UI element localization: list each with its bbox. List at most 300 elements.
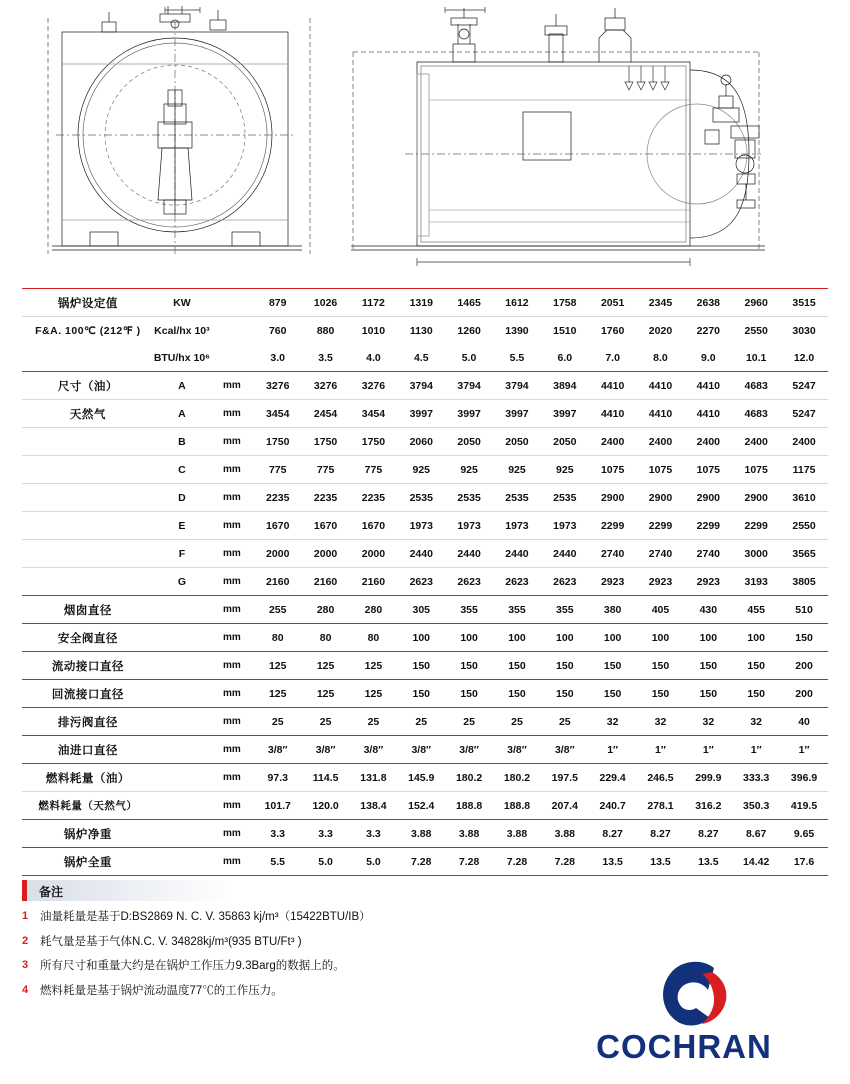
table-cell: 3805 [780, 568, 828, 596]
row-label [22, 428, 154, 456]
table-cell: 13.5 [637, 848, 685, 876]
table-cell: 2160 [350, 568, 398, 596]
table-row [22, 596, 828, 624]
table-cell: 2400 [589, 428, 637, 456]
row-letter: C [154, 456, 210, 484]
note-number: 3 [22, 959, 29, 972]
table-cell: 32 [637, 708, 685, 736]
table-cell: 25 [541, 708, 589, 736]
row-unit: mm [210, 596, 254, 624]
table-cell: 40 [780, 708, 828, 736]
row-label: 燃料耗量（天然气） [22, 792, 154, 820]
table-cell: 2299 [732, 512, 780, 540]
table-row [22, 652, 828, 680]
table-cell: 200 [780, 680, 828, 708]
table-cell: 2440 [397, 540, 445, 568]
table-cell: 80 [302, 624, 350, 652]
table-cell: 2740 [589, 540, 637, 568]
table-cell: 2160 [302, 568, 350, 596]
table-cell: 1075 [589, 456, 637, 484]
row-unit: mm [210, 764, 254, 792]
table-cell: 25 [302, 708, 350, 736]
row-letter: F [154, 540, 210, 568]
row-unit: mm [210, 708, 254, 736]
table-cell: 2960 [732, 289, 780, 317]
table-cell: 4.5 [413, 351, 429, 364]
table-cell: 32 [732, 708, 780, 736]
row-letter: D [154, 484, 210, 512]
table-cell: 150 [493, 680, 541, 708]
row-unit: mm [210, 568, 254, 596]
row-label: 尺寸（油） [22, 372, 154, 400]
cochran-wordmark: COCHRAN [596, 1028, 772, 1065]
table-cell: 2299 [684, 512, 732, 540]
row-letter: B [154, 428, 210, 456]
table-cell: 5.5 [254, 848, 302, 876]
table-cell: 333.3 [732, 764, 780, 792]
table-cell: 2535 [397, 484, 445, 512]
row-label: 锅炉全重 [22, 848, 154, 876]
note-number: 4 [22, 983, 29, 996]
table-cell: 2400 [637, 428, 685, 456]
table-cell: 32 [684, 708, 732, 736]
note-text: 所有尺寸和重量大约是在锅炉工作压力9.3Barg的数据上的。 [40, 960, 345, 973]
table-cell: 240.7 [589, 792, 637, 820]
table-cell: 3794 [397, 372, 445, 400]
table-cell: 1″ [732, 736, 780, 764]
table-cell: 5247 [780, 372, 828, 400]
row-unit [210, 289, 254, 317]
row-unit: mm [210, 540, 254, 568]
table-cell: 12.0 [793, 351, 815, 364]
table-cell: 2535 [493, 484, 541, 512]
table-cell: 5.0 [461, 351, 477, 364]
table-cell: 350.3 [732, 792, 780, 820]
table-cell: 880 [302, 317, 350, 345]
table-cell: 2000 [350, 540, 398, 568]
row-unit: mm [210, 456, 254, 484]
table-cell: 25 [445, 708, 493, 736]
notes-title-text: 备注 [39, 885, 64, 899]
table-cell: 188.8 [493, 792, 541, 820]
table-cell: 2440 [541, 540, 589, 568]
table-cell: 3.3 [350, 820, 398, 848]
row-unit: mm [210, 792, 254, 820]
table-cell: 8.0 [653, 351, 668, 364]
specification-table [22, 288, 828, 876]
table-cell: 2923 [684, 568, 732, 596]
table-cell: 2535 [541, 484, 589, 512]
table-row [22, 624, 828, 652]
table-cell: 1390 [493, 317, 541, 345]
row-letter [154, 708, 210, 736]
row-letter [154, 624, 210, 652]
table-cell: 150 [445, 652, 493, 680]
table-cell: 4410 [589, 400, 637, 428]
table-cell: 100 [684, 624, 732, 652]
row-label [22, 484, 154, 512]
table-row [22, 289, 828, 317]
table-cell: 510 [780, 596, 828, 624]
row-unit: mm [210, 736, 254, 764]
table-row [22, 820, 828, 848]
table-cell: 760 [254, 317, 302, 345]
table-cell: 150 [637, 680, 685, 708]
table-cell: 2900 [732, 484, 780, 512]
table-cell: 3515 [780, 289, 828, 317]
table-cell: 131.8 [350, 764, 398, 792]
table-cell: 25 [254, 708, 302, 736]
table-cell: 229.4 [589, 764, 637, 792]
table-cell: 2235 [254, 484, 302, 512]
table-cell: 125 [350, 652, 398, 680]
table-cell: 14.42 [732, 848, 780, 876]
table-cell: 2740 [684, 540, 732, 568]
table-cell: 150 [397, 680, 445, 708]
table-cell: 2740 [637, 540, 685, 568]
table-cell: 80 [350, 624, 398, 652]
row-label [22, 456, 154, 484]
row-letter: Kcal/hx 10³ [154, 317, 210, 345]
table-cell: 1010 [350, 317, 398, 345]
table-cell: 8.67 [732, 820, 780, 848]
table-cell: 3276 [350, 372, 398, 400]
table-cell: 1172 [350, 289, 398, 317]
table-cell: 1″ [780, 736, 828, 764]
table-cell: 1319 [397, 289, 445, 317]
table-cell: 1750 [254, 428, 302, 456]
row-label: 油进口直径 [22, 736, 154, 764]
table-cell: 3.3 [302, 820, 350, 848]
row-label: 安全阀直径 [22, 624, 154, 652]
table-cell: 17.6 [780, 848, 828, 876]
table-cell: 4683 [732, 400, 780, 428]
table-cell: 2345 [637, 289, 685, 317]
table-cell: 8.27 [589, 820, 637, 848]
table-cell: 1750 [302, 428, 350, 456]
row-letter: KW [154, 289, 210, 317]
table-cell: 150 [541, 680, 589, 708]
table-cell: 100 [397, 624, 445, 652]
table-row [22, 680, 828, 708]
table-cell: 8.27 [684, 820, 732, 848]
table-cell: 1973 [541, 512, 589, 540]
table-cell: 32 [589, 708, 637, 736]
table-cell: 13.5 [589, 848, 637, 876]
table-cell: 430 [684, 596, 732, 624]
table-cell: 100 [732, 624, 780, 652]
table-cell: 3/8″ [254, 736, 302, 764]
table-cell: 3565 [780, 540, 828, 568]
row-unit: mm [210, 428, 254, 456]
table-cell: 2060 [397, 428, 445, 456]
table-cell: 925 [397, 456, 445, 484]
table-cell: 125 [254, 680, 302, 708]
table-cell: 3.3 [254, 820, 302, 848]
table-cell: 1130 [397, 317, 445, 345]
table-cell: 180.2 [493, 764, 541, 792]
table-cell: 1758 [541, 289, 589, 317]
table-cell: 150 [589, 680, 637, 708]
table-cell: 2923 [589, 568, 637, 596]
table-row [22, 848, 828, 876]
note-number: 2 [22, 934, 29, 947]
notes-title-banner [22, 880, 234, 901]
table-cell: 100 [493, 624, 541, 652]
table-cell: 305 [397, 596, 445, 624]
table-cell: 4.0 [366, 351, 381, 364]
table-cell: 125 [302, 680, 350, 708]
row-letter: G [154, 568, 210, 596]
table-cell: 4410 [684, 372, 732, 400]
table-cell: 3.0 [270, 351, 286, 364]
table-cell: 7.28 [541, 848, 589, 876]
table-row [22, 372, 828, 400]
table-cell: 316.2 [684, 792, 732, 820]
row-label [22, 512, 154, 540]
table-cell: 1973 [445, 512, 493, 540]
table-cell: 879 [254, 289, 302, 317]
table-cell: 255 [254, 596, 302, 624]
table-cell: 80 [254, 624, 302, 652]
table-cell: 1″ [637, 736, 685, 764]
table-cell: 775 [254, 456, 302, 484]
table-cell: 1175 [780, 456, 828, 484]
table-cell: 1750 [350, 428, 398, 456]
table-cell: 152.4 [397, 792, 445, 820]
boiler-side-elevation-drawing [345, 4, 785, 276]
table-cell: 3/8″ [350, 736, 398, 764]
table-row [22, 317, 828, 345]
row-unit: mm [210, 820, 254, 848]
row-letter [154, 764, 210, 792]
table-cell: 278.1 [637, 792, 685, 820]
table-cell: 3.88 [493, 820, 541, 848]
table-cell: 6.0 [557, 351, 573, 364]
table-cell: 3276 [254, 372, 302, 400]
table-cell: 7.28 [493, 848, 541, 876]
table-cell: 1075 [684, 456, 732, 484]
table-cell: 25 [350, 708, 398, 736]
table-cell: 2270 [684, 317, 732, 345]
row-label: 流动接口直径 [22, 652, 154, 680]
table-cell: 4410 [589, 372, 637, 400]
table-cell: 2020 [637, 317, 685, 345]
table-cell: 100 [541, 624, 589, 652]
table-cell: 5.5 [509, 351, 525, 364]
table-cell: 25 [493, 708, 541, 736]
table-cell: 3/8″ [302, 736, 350, 764]
note-text: 燃料耗量是基于锅炉流动温度77℃的工作压力。 [40, 984, 283, 997]
table-cell: 125 [302, 652, 350, 680]
table-cell: 138.4 [350, 792, 398, 820]
row-label [22, 540, 154, 568]
table-cell: 2050 [493, 428, 541, 456]
note-text: 油量耗量是基于D:BS2869 N. C. V. 35863 kj/m³（15422BTU/IB） [40, 911, 371, 923]
table-cell: 1465 [445, 289, 493, 317]
table-cell: 7.28 [445, 848, 493, 876]
note-number: 1 [22, 910, 29, 922]
table-cell: 3997 [541, 400, 589, 428]
table-cell: 13.5 [684, 848, 732, 876]
table-cell: 3.88 [445, 820, 493, 848]
table-cell: 419.5 [780, 792, 828, 820]
row-unit [210, 344, 254, 372]
table-cell: 3/8″ [493, 736, 541, 764]
table-cell: 3794 [493, 372, 541, 400]
table-cell: 2638 [684, 289, 732, 317]
table-cell: 3030 [780, 317, 828, 345]
table-cell: 3/8″ [397, 736, 445, 764]
table-cell: 7.28 [397, 848, 445, 876]
table-row [22, 708, 828, 736]
table-cell: 197.5 [541, 764, 589, 792]
note-text: 耗气量是基于气体N.C. V. 34828kj/m³(935 BTU/Ft³ ) [40, 935, 302, 948]
table-cell: 2440 [445, 540, 493, 568]
table-cell: 299.9 [684, 764, 732, 792]
table-cell: 3/8″ [445, 736, 493, 764]
table-row [22, 792, 828, 820]
boiler-front-elevation-drawing [40, 4, 330, 276]
table-cell: 355 [445, 596, 493, 624]
table-cell: 1670 [302, 512, 350, 540]
table-cell: 1026 [302, 289, 350, 317]
table-cell: 2000 [254, 540, 302, 568]
table-cell: 145.9 [397, 764, 445, 792]
row-letter [154, 652, 210, 680]
table-cell: 2623 [493, 568, 541, 596]
row-letter [154, 596, 210, 624]
table-cell: 3454 [254, 400, 302, 428]
technical-drawings [0, 0, 850, 285]
table-row [22, 764, 828, 792]
table-cell: 1260 [445, 317, 493, 345]
row-unit: mm [210, 512, 254, 540]
table-row [22, 400, 828, 428]
table-cell: 1973 [493, 512, 541, 540]
table-cell: 3997 [397, 400, 445, 428]
row-letter: A [154, 400, 210, 428]
row-unit: mm [210, 484, 254, 512]
table-cell: 1670 [254, 512, 302, 540]
table-cell: 1″ [684, 736, 732, 764]
table-cell: 2000 [302, 540, 350, 568]
table-cell: 97.3 [254, 764, 302, 792]
table-cell: 2400 [780, 428, 828, 456]
table-cell: 2623 [397, 568, 445, 596]
table-cell: 1670 [350, 512, 398, 540]
table-cell: 3997 [493, 400, 541, 428]
table-row [22, 568, 828, 596]
table-cell: 150 [541, 652, 589, 680]
row-letter: BTU/hx 10⁶ [153, 351, 210, 364]
table-cell: 3000 [732, 540, 780, 568]
table-cell: 2623 [541, 568, 589, 596]
table-cell: 2160 [254, 568, 302, 596]
table-cell: 1760 [589, 317, 637, 345]
row-letter [154, 820, 210, 848]
table-cell: 9.0 [701, 351, 716, 364]
table-cell: 2235 [302, 484, 350, 512]
table-cell: 101.7 [254, 792, 302, 820]
row-unit: mm [210, 652, 254, 680]
table-cell: 10.1 [745, 351, 767, 364]
row-letter: E [154, 512, 210, 540]
table-cell: 396.9 [780, 764, 828, 792]
table-cell: 3.88 [397, 820, 445, 848]
table-cell: 925 [445, 456, 493, 484]
table-cell: 1075 [637, 456, 685, 484]
table-cell: 5.0 [350, 848, 398, 876]
table-cell: 3894 [541, 372, 589, 400]
table-cell: 2550 [732, 317, 780, 345]
row-letter: A [154, 372, 210, 400]
table-cell: 5247 [780, 400, 828, 428]
table-row [22, 540, 828, 568]
table-cell: 1″ [589, 736, 637, 764]
row-unit: mm [210, 848, 254, 876]
table-cell: 246.5 [637, 764, 685, 792]
table-cell: 405 [637, 596, 685, 624]
row-label [22, 568, 154, 596]
table-cell: 150 [445, 680, 493, 708]
table-cell: 355 [541, 596, 589, 624]
table-cell: 114.5 [302, 764, 350, 792]
table-cell: 2400 [732, 428, 780, 456]
table-cell: 2923 [637, 568, 685, 596]
table-cell: 150 [684, 652, 732, 680]
table-cell: 3610 [780, 484, 828, 512]
table-cell: 2900 [589, 484, 637, 512]
table-cell: 100 [637, 624, 685, 652]
table-cell: 150 [732, 652, 780, 680]
table-cell: 200 [780, 652, 828, 680]
cochran-logo [534, 960, 834, 1070]
table-cell: 2900 [637, 484, 685, 512]
table-cell: 188.8 [445, 792, 493, 820]
table-cell: 3454 [350, 400, 398, 428]
row-unit: mm [210, 680, 254, 708]
table-row [22, 512, 828, 540]
table-cell: 2623 [445, 568, 493, 596]
specification-table-wrapper [22, 288, 828, 876]
table-cell: 925 [493, 456, 541, 484]
table-cell: 150 [684, 680, 732, 708]
table-cell: 925 [541, 456, 589, 484]
table-cell: 3193 [732, 568, 780, 596]
row-unit: mm [210, 624, 254, 652]
table-row [22, 456, 828, 484]
cochran-c-mark-icon [652, 956, 738, 1030]
row-letter [154, 680, 210, 708]
row-label: 回流接口直径 [22, 680, 154, 708]
table-cell: 1510 [541, 317, 589, 345]
table-cell: 150 [397, 652, 445, 680]
row-letter [154, 736, 210, 764]
table-cell: 25 [397, 708, 445, 736]
table-cell: 1612 [493, 289, 541, 317]
table-cell: 4410 [637, 372, 685, 400]
row-label: 锅炉设定值 [22, 289, 154, 317]
table-cell: 207.4 [541, 792, 589, 820]
table-cell: 8.27 [637, 820, 685, 848]
table-cell: 3.88 [541, 820, 589, 848]
table-cell: 2454 [302, 400, 350, 428]
row-label: 烟囱直径 [22, 596, 154, 624]
table-cell: 455 [732, 596, 780, 624]
row-letter [154, 792, 210, 820]
row-letter [154, 848, 210, 876]
